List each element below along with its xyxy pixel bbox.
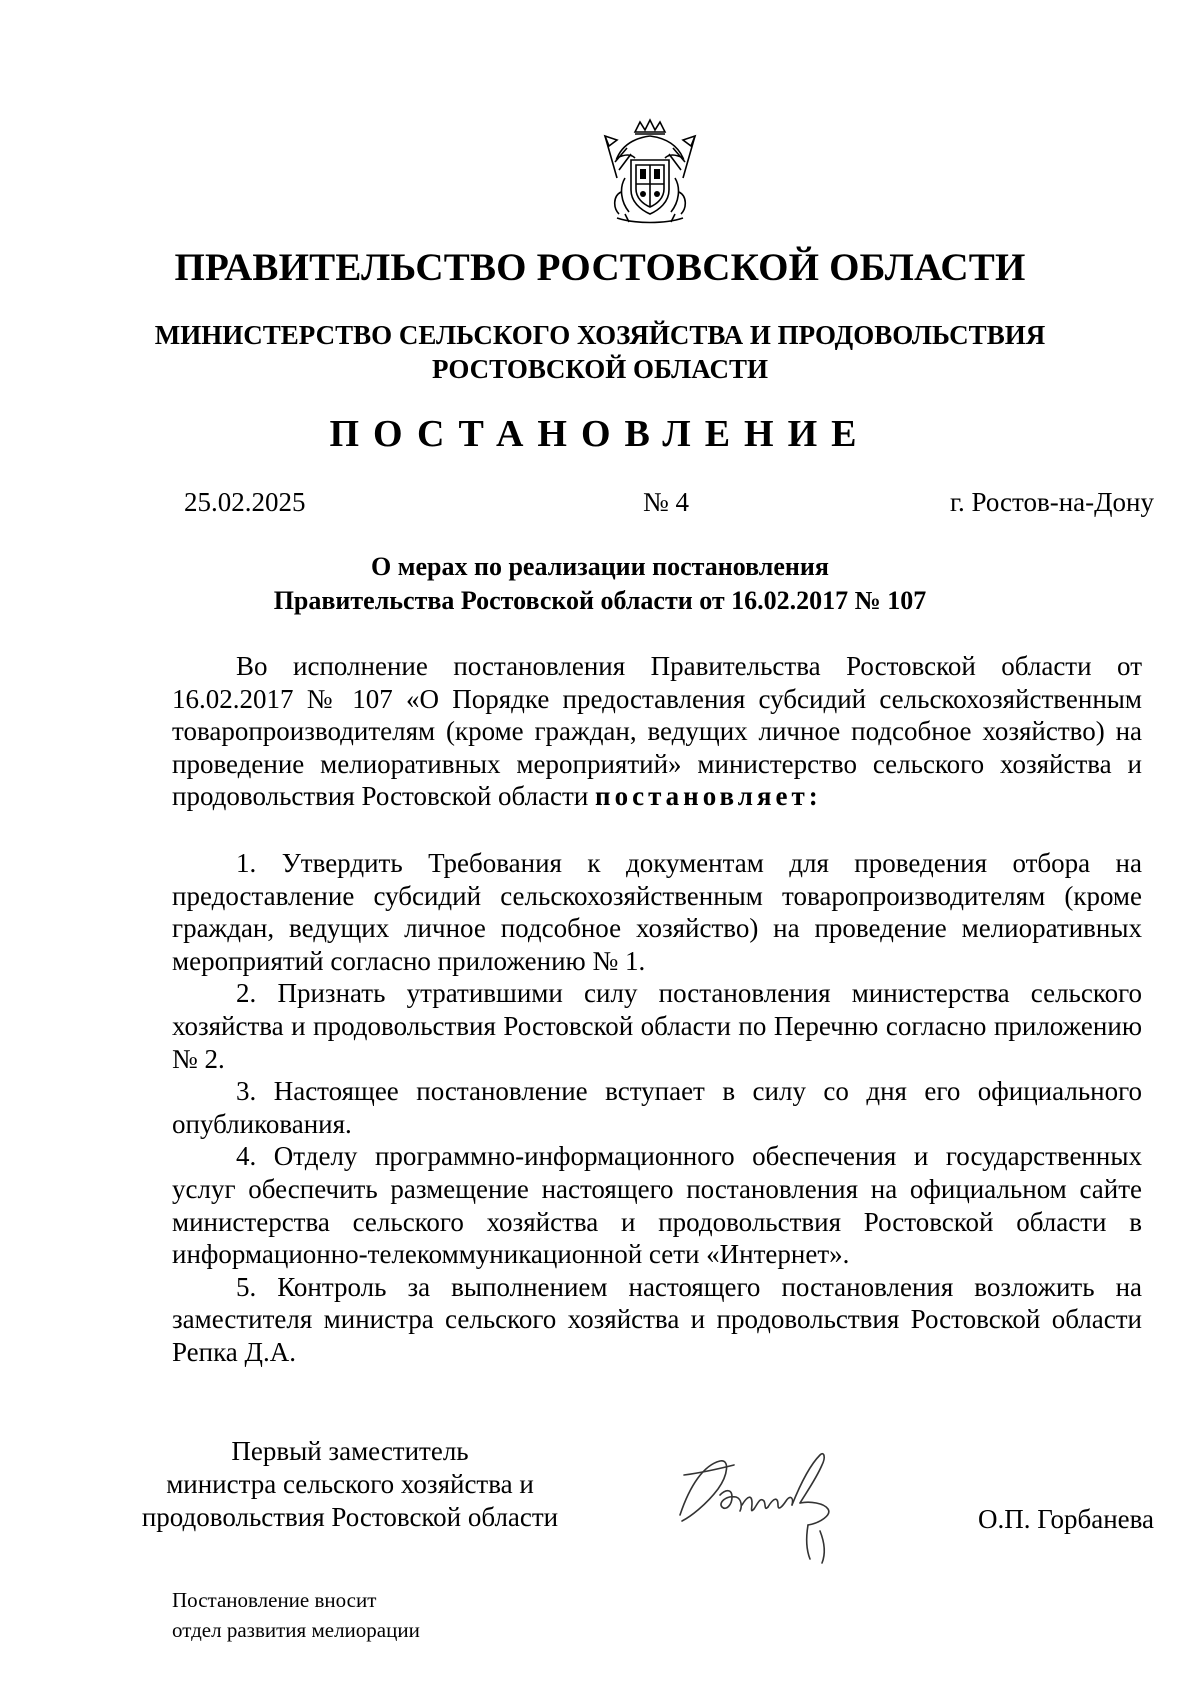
list-item: 2. Признать утратившими силу постановления министерства сельского хозяйства и продовольствия Ростовской области по Перечню согласно приложению № 2. [172,978,1142,1074]
document-number: № 4 [643,487,690,517]
resolves-keyword: постановляет: [595,781,822,812]
signatory-name: О.П. Горбанева [977,1504,1154,1534]
handwritten-signature [660,1445,880,1575]
document-date: 25.02.2025 [184,487,306,517]
document-subject [0,550,1200,618]
document-footer [172,1585,420,1645]
footer-line: Постановление вносит [172,1588,377,1612]
preamble-paragraph [172,650,1142,813]
subject-line: О мерах по реализации постановления [371,552,829,581]
government-title: ПРАВИТЕЛЬСТВО РОСТОВСКОЙ ОБЛАСТИ [174,246,1026,289]
ministry-title [0,318,1200,386]
preamble-text: Во исполнение постановления Правительства Ростовской области от 16.02.2017 № 107 «О Порядке предоставления субсидий сельскохозяйственным товаропроизводителям (кроме граждан, ведущих личное подсобное хозяйство) на проведение мелиоративных мероприятий» министерство сельского хозяйства и продовольствия Ростовской области [172,651,1142,812]
list-item: 1. Утвердить Требования к документам для проведения отбора на предоставление субсидий сельскохозяйственным товаропроизводителям (кроме граждан, ведущих личное подсобное хозяйство) на проведение мелиоративных мероприятий согласно приложению № 1. [172,847,1142,976]
list-item: 4. Отделу программно-информационного обеспечения и государственных услуг обеспечить размещение настоящего постановления на официальном сайте министерства сельского хозяйства и продовольствия Ростовской области в информационно-телекоммуникационной сети «Интернет». [172,1141,1142,1270]
signatory-title [120,1435,580,1534]
list-item: 5. Контроль за выполнением настоящего постановления возложить на заместителя министра сельского хозяйства и продовольствия Ростовской области Репка Д.А. [172,1271,1142,1367]
document-type: ПОСТАНОВЛЕНИЕ [329,413,871,455]
signatory-title-line: министра сельского хозяйства и [166,1469,534,1499]
signatory-title-line: Первый заместитель [231,1436,469,1466]
ministry-title-line: РОСТОВСКОЙ ОБЛАСТИ [432,354,768,384]
coat-of-arms-icon [595,118,705,228]
document-city: г. Ростов-на-Дону [949,487,1154,517]
ministry-title-line: МИНИСТЕРСТВО СЕЛЬСКОГО ХОЗЯЙСТВА И ПРОДОВОЛЬСТВИЯ [154,320,1046,350]
signatory-title-line: продовольствия Ростовской области [141,1502,559,1532]
footer-line: отдел развития мелиорации [172,1618,420,1642]
document-body [172,650,1142,1368]
subject-line: Правительства Ростовской области от 16.02.2017 № 107 [273,586,927,615]
list-item: 3. Настоящее постановление вступает в силу со дня его официального опубликования. [172,1076,1142,1139]
